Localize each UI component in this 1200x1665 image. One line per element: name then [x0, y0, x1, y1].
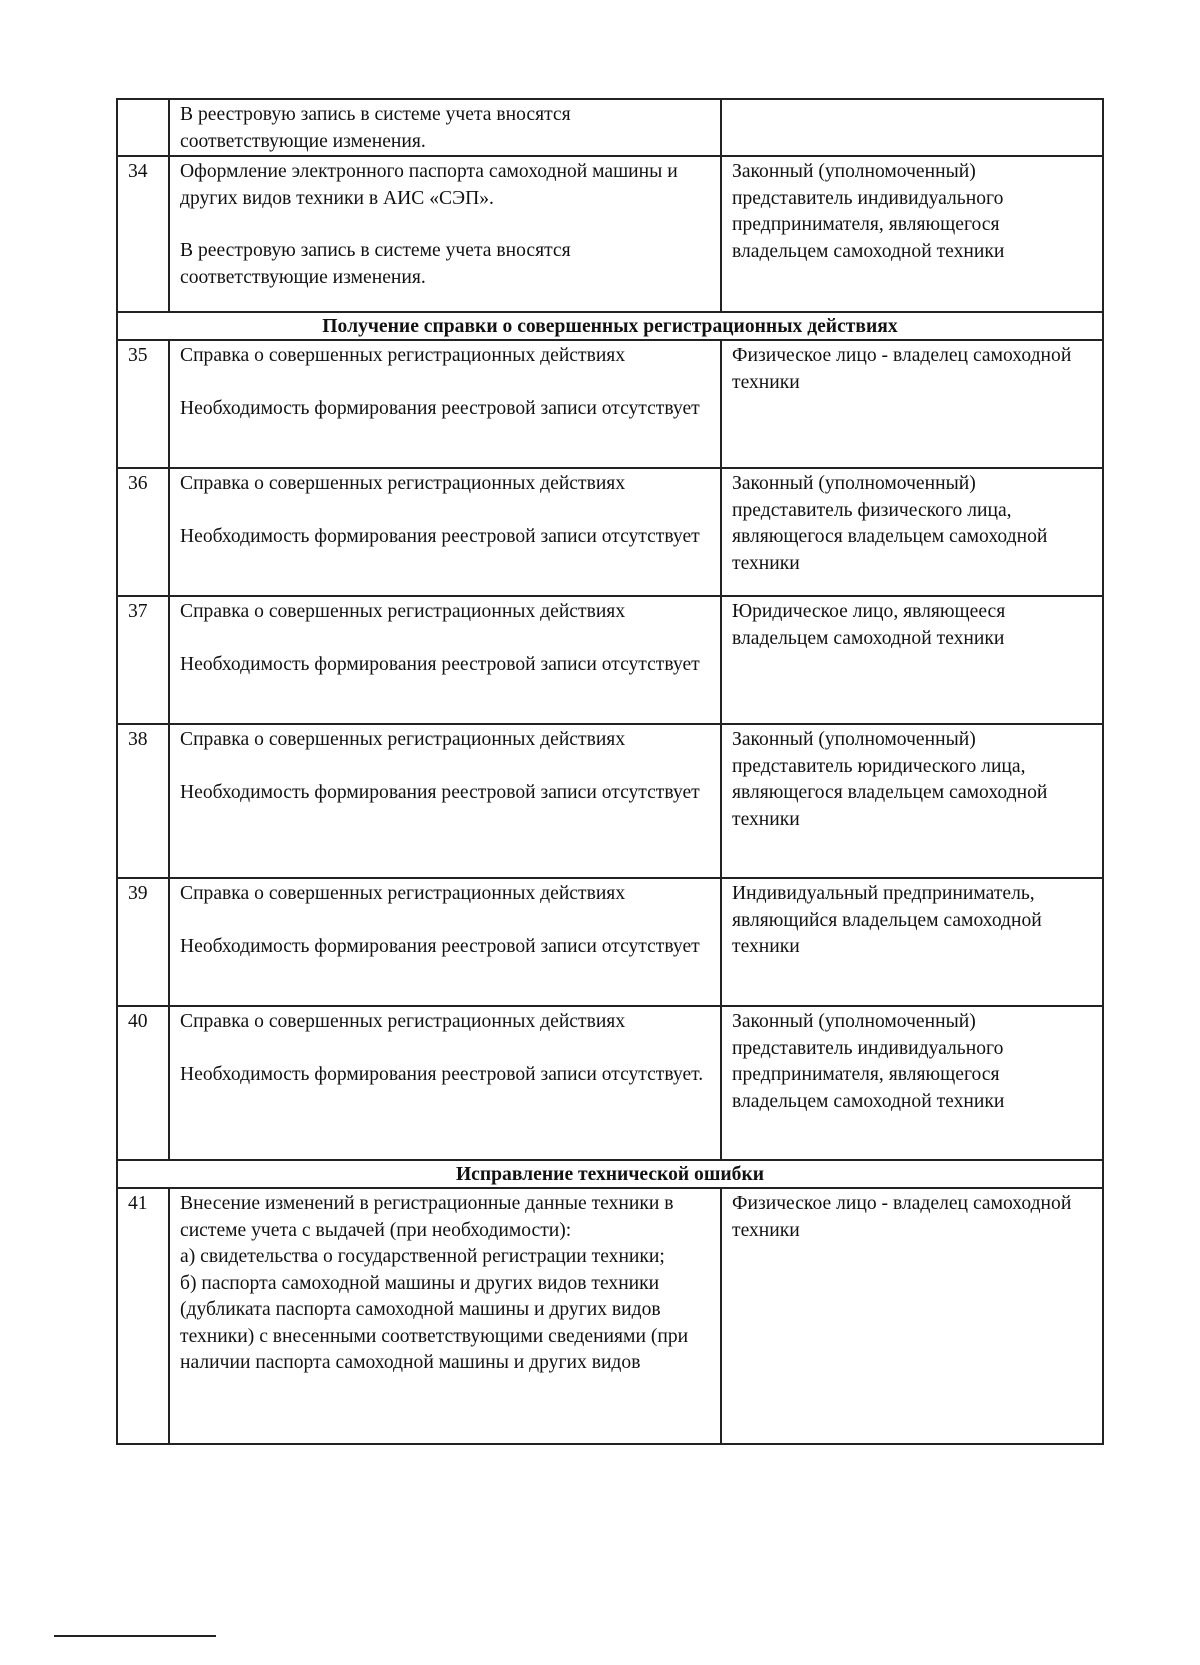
- service-note: Необходимость формирования реестровой записи отсутствует: [180, 525, 700, 547]
- row-number: 34: [117, 156, 169, 312]
- service-note: Необходимость формирования реестровой записи отсутствует: [180, 781, 700, 803]
- service-item-a: а) свидетельства о государственной регистрации техники;: [180, 1246, 665, 1267]
- row-number: 35: [117, 340, 169, 468]
- service-cell: [169, 468, 721, 596]
- service-text: Справка о совершенных регистрационных действиях: [180, 883, 626, 904]
- service-note: Необходимость формирования реестровой записи отсутствует.: [180, 1063, 704, 1085]
- service-text: Справка о совершенных регистрационных действиях: [180, 601, 626, 622]
- section-heading-row: [117, 1160, 1103, 1188]
- row-number: 37: [117, 596, 169, 724]
- service-text: Справка о совершенных регистрационных действиях: [180, 729, 626, 750]
- service-note: Необходимость формирования реестровой записи отсутствует: [180, 935, 700, 957]
- table-row: [117, 340, 1103, 468]
- applicant-cell: Юридическое лицо, являющееся владельцем самоходной техники: [721, 596, 1103, 724]
- row-number: 38: [117, 724, 169, 878]
- row-number: 36: [117, 468, 169, 596]
- table-row: [117, 1188, 1103, 1444]
- service-cell: [169, 878, 721, 1006]
- row-number: 40: [117, 1006, 169, 1160]
- applicant-cell: Индивидуальный предприниматель, являющийся владельцем самоходной техники: [721, 878, 1103, 1006]
- services-table: [116, 98, 1104, 1445]
- table-row: [117, 156, 1103, 312]
- table-row: [117, 1006, 1103, 1160]
- service-note: В реестровую запись в системе учета вносятся соответствующие изменения.: [180, 240, 571, 288]
- row-number: 39: [117, 878, 169, 1006]
- row-number: 41: [117, 1188, 169, 1444]
- service-text: Внесение изменений в регистрационные данные техники в системе учета с выдачей (при необходимости):: [180, 1193, 674, 1241]
- applicant-cell: [721, 99, 1103, 156]
- section-heading-row: [117, 312, 1103, 340]
- service-cell: [169, 156, 721, 312]
- section-heading: Получение справки о совершенных регистрационных действиях: [117, 312, 1103, 340]
- service-text: Справка о совершенных регистрационных действиях: [180, 473, 626, 494]
- applicant-cell: Законный (уполномоченный) представитель физического лица, являющегося владельцем самоходной техники: [721, 468, 1103, 596]
- service-note: Необходимость формирования реестровой записи отсутствует: [180, 397, 700, 419]
- service-cell: [169, 1188, 721, 1444]
- applicant-cell: Физическое лицо - владелец самоходной техники: [721, 340, 1103, 468]
- service-text: Справка о совершенных регистрационных действиях: [180, 345, 626, 366]
- table-row: [117, 468, 1103, 596]
- section-heading: Исправление технической ошибки: [117, 1160, 1103, 1188]
- applicant-cell: Законный (уполномоченный) представитель юридического лица, являющегося владельцем самоходной техники: [721, 724, 1103, 878]
- service-cell: [169, 724, 721, 878]
- service-cell: [169, 99, 721, 156]
- table-row: [117, 99, 1103, 156]
- service-cell: [169, 1006, 721, 1160]
- table-row: [117, 878, 1103, 1006]
- applicant-cell: Законный (уполномоченный) представитель индивидуального предпринимателя, являющегося владельцем самоходной техники: [721, 1006, 1103, 1160]
- applicant-cell: Законный (уполномоченный) представитель индивидуального предпринимателя, являющегося владельцем самоходной техники: [721, 156, 1103, 312]
- table-row: [117, 596, 1103, 724]
- service-cell: [169, 596, 721, 724]
- table-row: [117, 724, 1103, 878]
- footnote-separator: [54, 1635, 216, 1637]
- service-text: В реестровую запись в системе учета вносятся соответствующие изменения.: [180, 104, 571, 152]
- service-cell: [169, 340, 721, 468]
- applicant-cell: Физическое лицо - владелец самоходной техники: [721, 1188, 1103, 1444]
- service-text: Справка о совершенных регистрационных действиях: [180, 1011, 626, 1032]
- service-text: Оформление электронного паспорта самоходной машины и других видов техники в АИС «СЭП».: [180, 161, 678, 209]
- row-number: [117, 99, 169, 156]
- service-item-b: б) паспорта самоходной машины и других видов техники (дубликата паспорта самоходной машины и других видов техники) с внесенными соответствующими сведениями (при наличии паспорта самоходной машины и других видов: [180, 1272, 689, 1373]
- service-note: Необходимость формирования реестровой записи отсутствует: [180, 653, 700, 675]
